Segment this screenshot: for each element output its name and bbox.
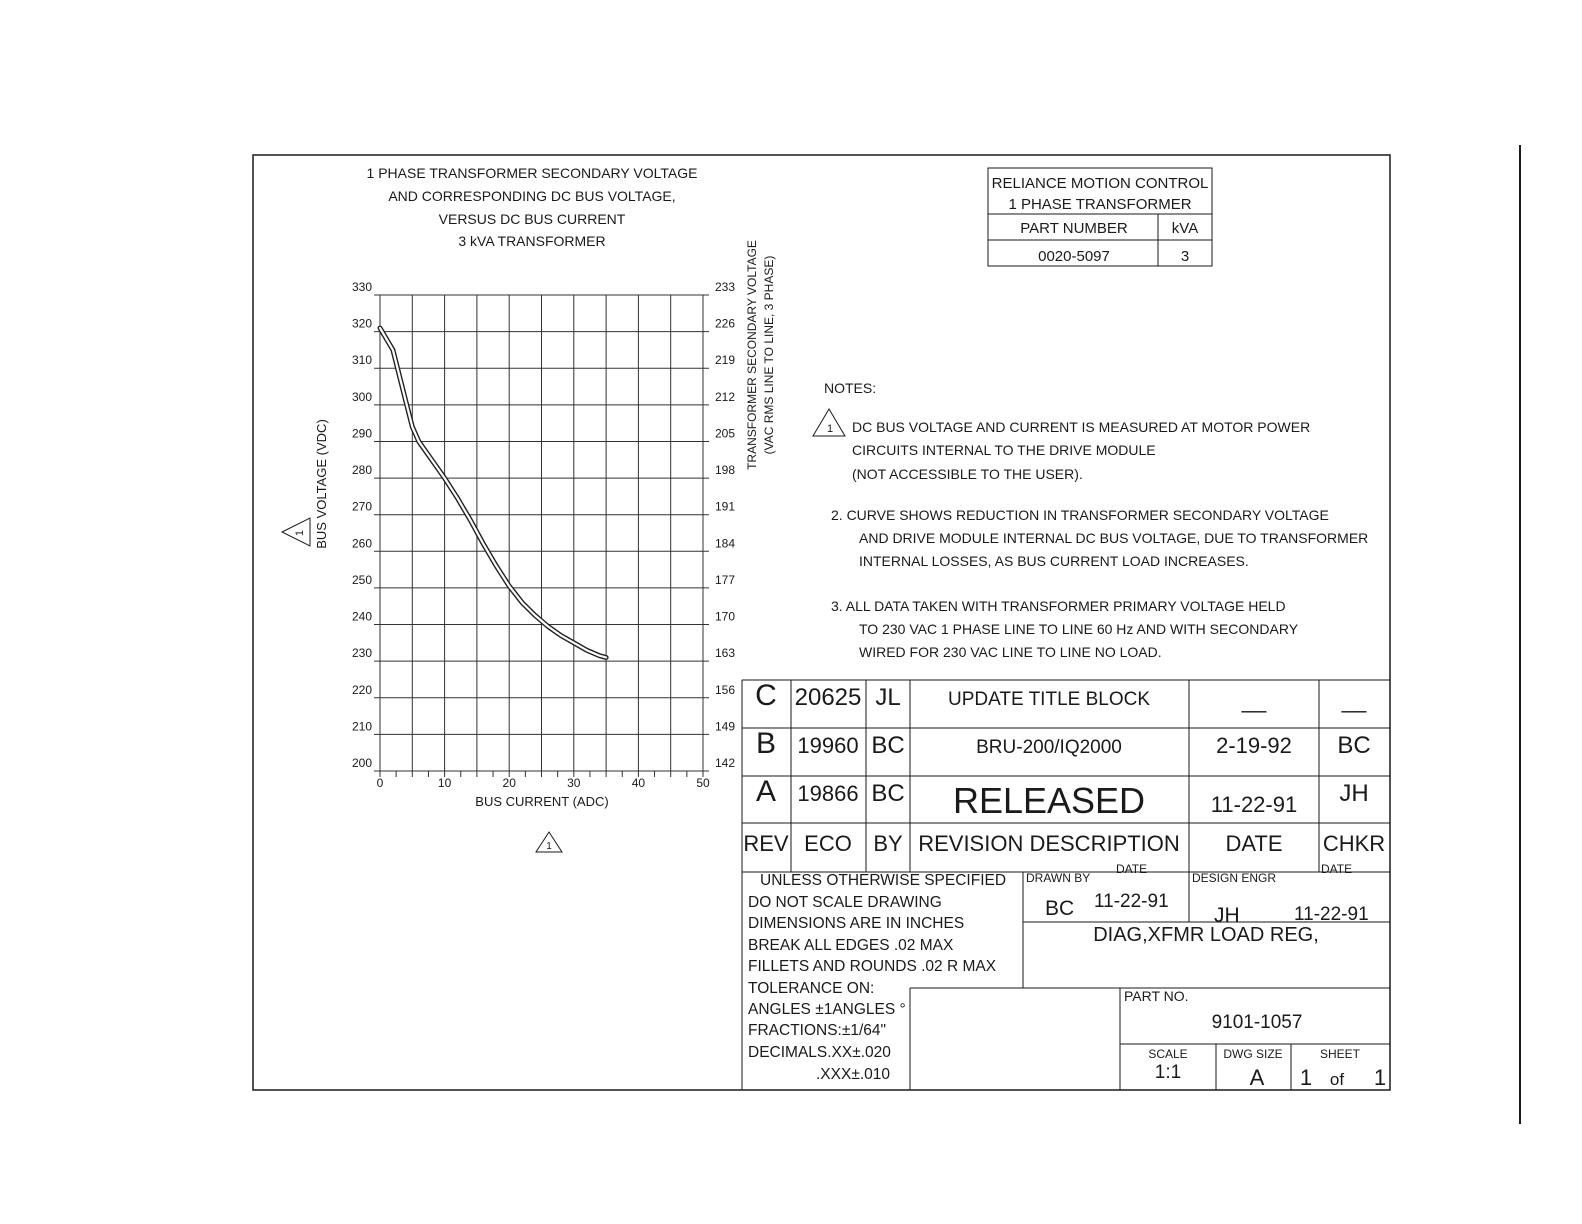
y2-tick-label: 205	[715, 426, 736, 441]
kva-value: 3	[1180, 248, 1190, 265]
y2-tick-label: 191	[715, 499, 736, 514]
sheet-number: 1	[1299, 1065, 1313, 1090]
y2-tick-label: 142	[715, 756, 736, 770]
chart-plot	[352, 280, 735, 790]
kva-label: kVA	[1171, 220, 1199, 237]
spec-line-8: FRACTIONS:±1/64"	[748, 1022, 887, 1039]
rev-a-letter: A	[755, 775, 777, 808]
part-no-value: 9101-1057	[1211, 1012, 1303, 1033]
chart-title-line-1: 1 PHASE TRANSFORMER SECONDARY VOLTAGE	[366, 165, 698, 181]
y2-tick-label: 212	[715, 389, 736, 404]
design-date-value: 11-22-91	[1294, 904, 1369, 925]
note-2-line-2: AND DRIVE MODULE INTERNAL DC BUS VOLTAGE, DUE TO TRANSFORMER	[859, 530, 1369, 546]
spec-line-9: DECIMALS.XX±.020	[748, 1044, 891, 1061]
chart-title-line-2: AND CORRESPONDING DC BUS VOLTAGE,	[388, 188, 676, 204]
design-engineer-label: DESIGN ENGR	[1192, 871, 1277, 885]
drawn-date-label: DATE	[1116, 862, 1148, 876]
chart-title-line-3: VERSUS DC BUS CURRENT	[438, 211, 626, 227]
drawn-by-value: BC	[1045, 897, 1075, 920]
drawn-date-value: 11-22-91	[1094, 891, 1169, 912]
company-name: RELIANCE MOTION CONTROL	[991, 175, 1209, 192]
y2-tick-label: 163	[715, 646, 736, 661]
spec-line-6: TOLERANCE ON:	[748, 980, 875, 997]
scale-label: SCALE	[1148, 1047, 1188, 1061]
part-number-label: PART NUMBER	[1020, 220, 1128, 237]
y-axis-label: BUS VOLTAGE (VDC)	[314, 419, 329, 549]
sheet-label: SHEET	[1319, 1047, 1361, 1061]
y-tick-label: 230	[351, 646, 372, 661]
spec-line-4: BREAK ALL EDGES .02 MAX	[748, 937, 954, 954]
rev-c-date: __	[1241, 688, 1267, 713]
note-1-line-2: CIRCUITS INTERNAL TO THE DRIVE MODULE	[852, 442, 1156, 458]
y-tick-label: 320	[351, 316, 372, 331]
y2-tick-label: 170	[715, 609, 736, 624]
part-number-value: 0020-5097	[1038, 248, 1110, 265]
x-tick-label: 0	[376, 776, 384, 790]
y-tick-label: 250	[351, 572, 372, 587]
spec-line-10: .XXX±.010	[816, 1066, 890, 1083]
by-header: BY	[873, 831, 903, 856]
eco-header: ECO	[804, 831, 852, 856]
y-axis-note-number: 1	[294, 529, 306, 537]
note-3-line-1: 3. ALL DATA TAKEN WITH TRANSFORMER PRIMARY VOLTAGE HELD	[831, 598, 1286, 614]
x-tick-label: 40	[631, 776, 646, 790]
data-curve-inner	[380, 328, 606, 658]
spec-line-2: DO NOT SCALE DRAWING	[748, 894, 942, 911]
rev-b-letter: B	[755, 727, 777, 760]
rev-c-checker: __	[1341, 688, 1367, 713]
y-axis-note-marker	[282, 518, 310, 546]
note-1-line-3: (NOT ACCESSIBLE TO THE USER).	[852, 466, 1083, 482]
rev-a-date: 11-22-91	[1210, 792, 1298, 817]
y-tick-label: 270	[351, 499, 372, 514]
x-tick-label: 10	[437, 776, 452, 790]
rev-a-checker: JH	[1339, 780, 1369, 807]
spec-line-7: ANGLES ±1ANGLES °	[748, 1001, 906, 1018]
rev-a-eco: 19866	[797, 781, 859, 806]
rev-a-description: RELEASED	[952, 780, 1146, 821]
y2-tick-label: 233	[715, 280, 736, 294]
y-tick-label: 330	[351, 280, 372, 294]
y-tick-label: 220	[351, 682, 372, 697]
part-number-box	[988, 168, 1212, 266]
scale-value: 1:1	[1154, 1062, 1182, 1083]
spec-line-1: UNLESS OTHERWISE SPECIFIED	[760, 872, 1007, 889]
y2-tick-label: 184	[715, 536, 736, 551]
rev-a-by: BC	[871, 780, 905, 807]
spec-line-5: FILLETS AND ROUNDS .02 R MAX	[748, 958, 997, 975]
rev-header: REV	[743, 831, 789, 856]
note-2-line-3: INTERNAL LOSSES, AS BUS CURRENT LOAD INCREASES.	[859, 553, 1249, 569]
data-curve-outline	[380, 328, 606, 658]
y2-axis-label-line-1: TRANSFORMER SECONDARY VOLTAGE	[745, 240, 759, 470]
y2-tick-label: 177	[715, 572, 736, 587]
y-tick-label: 200	[351, 756, 372, 770]
y-tick-label: 210	[351, 719, 372, 734]
x-axis-note-marker	[536, 832, 562, 852]
checker-header: CHKR	[1322, 831, 1386, 856]
note-1-number: 1	[826, 423, 834, 435]
note-3-line-3: WIRED FOR 230 VAC LINE TO LINE NO LOAD.	[859, 644, 1162, 660]
drawing-title: DIAG,XFMR LOAD REG,	[1093, 924, 1319, 946]
rev-b-checker: BC	[1337, 732, 1371, 759]
y-tick-label: 310	[351, 353, 372, 368]
design-date-label: DATE	[1321, 862, 1353, 876]
notes-section	[813, 380, 1368, 660]
y2-tick-label: 198	[715, 463, 736, 478]
date-header: DATE	[1225, 831, 1283, 856]
x-tick-label: 20	[502, 776, 516, 790]
product-name: 1 PHASE TRANSFORMER	[1008, 196, 1192, 213]
rev-c-description: UPDATE TITLE BLOCK	[947, 689, 1151, 710]
rev-c-letter: C	[755, 679, 777, 712]
sheet-total: 1	[1373, 1065, 1387, 1090]
rev-b-date: 2-19-92	[1216, 733, 1292, 758]
rev-b-eco: 19960	[797, 733, 859, 758]
drawing-info-block	[748, 862, 1390, 1090]
notes-heading: NOTES:	[824, 380, 877, 396]
y2-axis-label-line-2: (VAC RMS LINE TO LINE, 3 PHASE)	[762, 255, 776, 455]
drawn-by-label: DRAWN BY	[1026, 871, 1091, 885]
rev-c-eco: 20625	[794, 684, 862, 711]
rev-b-by: BC	[871, 732, 905, 759]
rev-b-description: BRU-200/IQ2000	[976, 737, 1122, 758]
dwg-size-label: DWG SIZE	[1223, 1047, 1283, 1061]
part-no-label: PART NO.	[1124, 988, 1189, 1004]
x-axis-label: BUS CURRENT (ADC)	[475, 794, 609, 809]
description-header: REVISION DESCRIPTION	[918, 831, 1180, 856]
y-tick-label: 260	[351, 536, 372, 551]
design-engineer-value: JH	[1214, 904, 1240, 927]
y-tick-label: 240	[351, 609, 372, 624]
note-1-line-1: DC BUS VOLTAGE AND CURRENT IS MEASURED AT MOTOR POWER	[852, 419, 1311, 435]
chart-title	[367, 165, 698, 249]
x-axis-note-number: 1	[546, 841, 552, 852]
y-tick-label: 280	[351, 463, 372, 478]
x-tick-label: 30	[567, 776, 581, 790]
y2-tick-label: 149	[715, 719, 736, 734]
x-tick-label: 50	[696, 776, 710, 790]
y-tick-label: 290	[351, 426, 372, 441]
y-tick-label: 300	[351, 389, 372, 404]
y2-tick-label: 219	[715, 353, 736, 368]
dwg-size-value: A	[1249, 1065, 1265, 1090]
note-3-line-2: TO 230 VAC 1 PHASE LINE TO LINE 60 Hz AND WITH SECONDARY	[859, 621, 1299, 637]
spec-line-3: DIMENSIONS ARE IN INCHES	[748, 915, 965, 932]
rev-c-by: JL	[875, 684, 901, 711]
chart-title-line-4: 3 kVA TRANSFORMER	[458, 233, 606, 249]
sheet-of-label: of	[1329, 1070, 1345, 1089]
y2-tick-label: 226	[715, 316, 736, 331]
note-2-line-1: 2. CURVE SHOWS REDUCTION IN TRANSFORMER SECONDARY VOLTAGE	[831, 507, 1329, 523]
y2-tick-label: 156	[715, 682, 736, 697]
